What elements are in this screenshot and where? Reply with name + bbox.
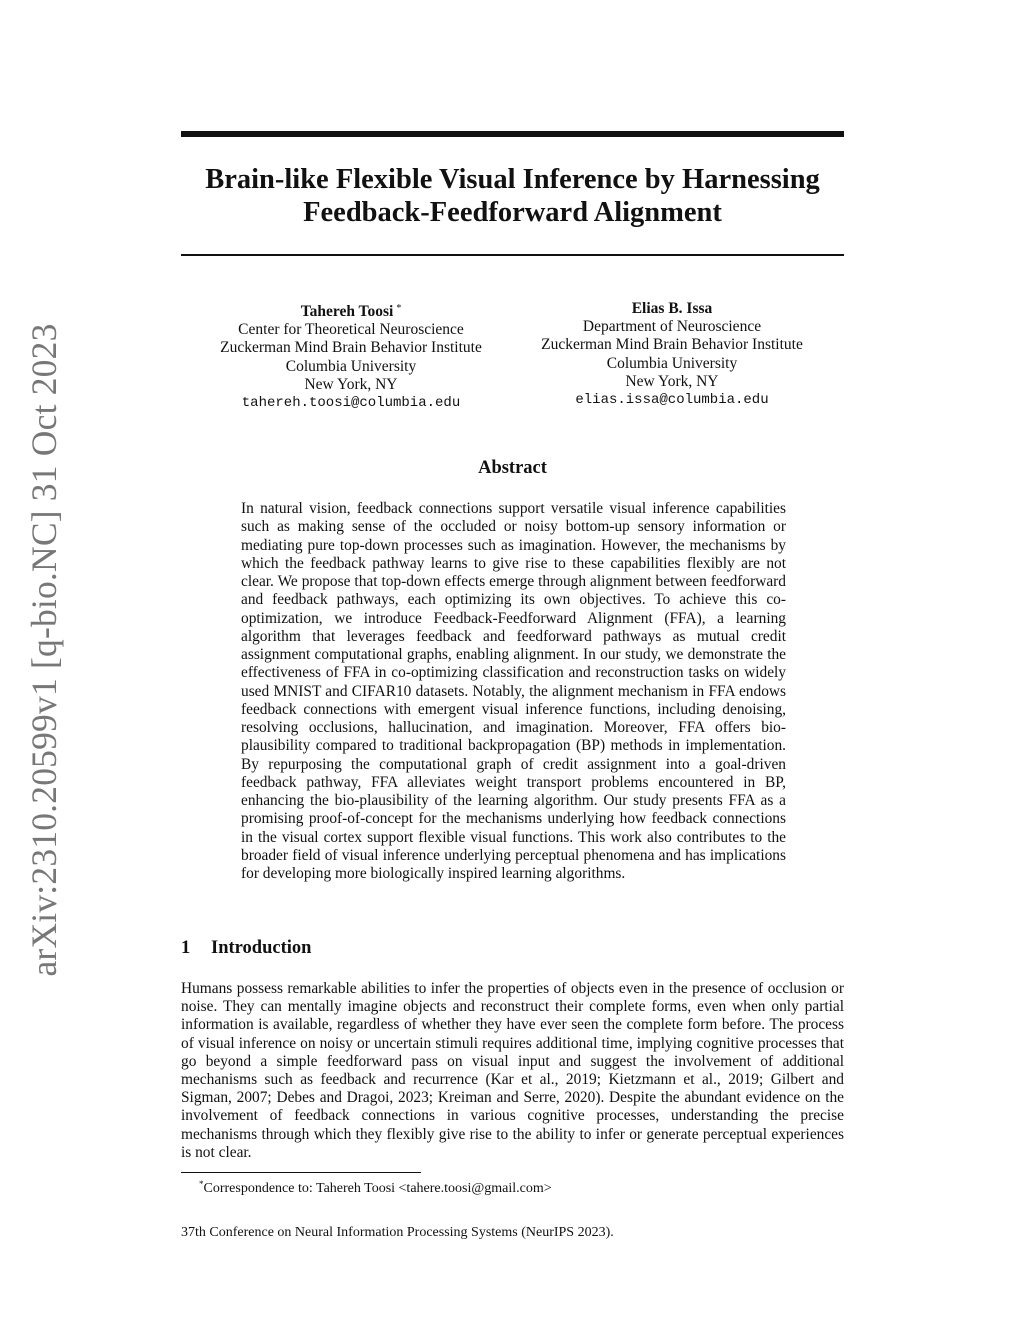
venue-note: 37th Conference on Neural Information Processing Systems (NeurIPS 2023). xyxy=(181,1225,614,1240)
footnote-rule xyxy=(181,1172,421,1173)
author-block-2 xyxy=(507,300,837,410)
affiliation-line: Department of Neuroscience xyxy=(582,318,762,336)
affiliation-line: Columbia University xyxy=(606,354,738,372)
affiliation-line: Zuckerman Mind Brain Behavior Institute xyxy=(541,336,803,354)
footnote-marker: * xyxy=(199,1179,204,1189)
author-block-1 xyxy=(186,300,516,413)
title-bottom-rule xyxy=(181,254,844,256)
affiliation-line: Columbia University xyxy=(285,357,417,375)
section-heading-introduction xyxy=(181,938,311,959)
author-name: Tahereh Toosi * xyxy=(300,303,402,320)
footnote-text: Correspondence to: Tahereh Toosi <tahere.toosi@gmail.com> xyxy=(203,1181,552,1196)
affiliation-line: New York, NY xyxy=(625,372,719,390)
paper-title: Brain-like Flexible Visual Inference by Harnessing Feedback-Feedforward Alignment xyxy=(205,164,820,228)
footnote xyxy=(199,1175,552,1198)
abstract-body: In natural vision, feedback connections support versatile visual inference capabilities such as making sense of the occluded or noisy bottom-up sensory information or mediating pure top-down processes such as imagination. However, the mechanisms by which the feedback pathway learns to give rise to these capabilities flexibly are not clear. We propose that top-down effects emerge through alignment between feedforward and feedback pathways, each optimizing its own objectives. To achieve this co-optimization, we introduce Feedback-Feedforward Alignment (FFA), a learning algorithm that leverages feedback and feedforward pathways as mutual credit assignment computational graphs, enabling alignment. In our study, we demonstrate the effectiveness of FFA in co-optimizing classification and reconstruction tasks on widely used MNIST and CIFAR10 datasets. Notably, the alignment mechanism in FFA endows feedback connections with emergent visual inference functions, including denoising, resolving occlusions, hallucination, and imagination. Moreover, FFA offers bio-plausibility compared to traditional backpropagation (BP) methods in implementation. By repurposing the computational graph of credit assignment into a goal-driven feedback pathway, FFA alleviates weight transport problems encountered in BP, enhancing the bio-plausibility of the learning algorithm. Our study presents FFA as a promising proof-of-concept for the mechanisms underlying how feedback connections in the visual cortex support flexible visual functions. This work also contributes to the broader field of visual inference underlying perceptual phenomena and has implications for developing more biologically inspired learning algorithms. xyxy=(241,500,786,882)
author-name: Elias B. Issa xyxy=(631,300,713,317)
author-email[interactable]: tahereh.toosi@columbia.edu xyxy=(241,395,461,412)
abstract-heading: Abstract xyxy=(478,458,547,478)
author-email[interactable]: elias.issa@columbia.edu xyxy=(575,392,769,409)
introduction-body: Humans possess remarkable abilities to infer the properties of objects even in the presence of occlusion or noise. They can mentally imagine objects and reconstruct their complete forms, even when only partial information is available, regardless of whether they have ever seen the complete form before. The process of visual inference on noisy or uncertain stimuli requires additional time, implying cognitive processes that go beyond a simple feedforward pass on visual input and suggest the involvement of additional mechanisms such as feedback and recurrence (Kar et al., 2019; Kietzmann et al., 2019; Gilbert and Sigman, 2007; Debes and Dragoi, 2023; Kreiman and Serre, 2020). Despite the abundant evidence on the involvement of feedback connections in various cognitive processes, understanding the precise mechanisms through which they flexibly give rise to the ability to infer or generate perceptual experiences is not clear. xyxy=(181,980,844,1161)
title-top-rule xyxy=(181,131,844,137)
author-footnote-marker: * xyxy=(396,303,402,314)
affiliation-line: Center for Theoretical Neuroscience xyxy=(238,321,464,339)
affiliation-line: Zuckerman Mind Brain Behavior Institute xyxy=(220,339,482,357)
affiliation-line: New York, NY xyxy=(304,375,398,393)
section-number: 1 xyxy=(181,938,191,958)
arxiv-stamp: arXiv:2310.20599v1 [q-bio.NC] 31 Oct 2023 xyxy=(24,323,64,977)
section-title: Introduction xyxy=(211,938,312,958)
